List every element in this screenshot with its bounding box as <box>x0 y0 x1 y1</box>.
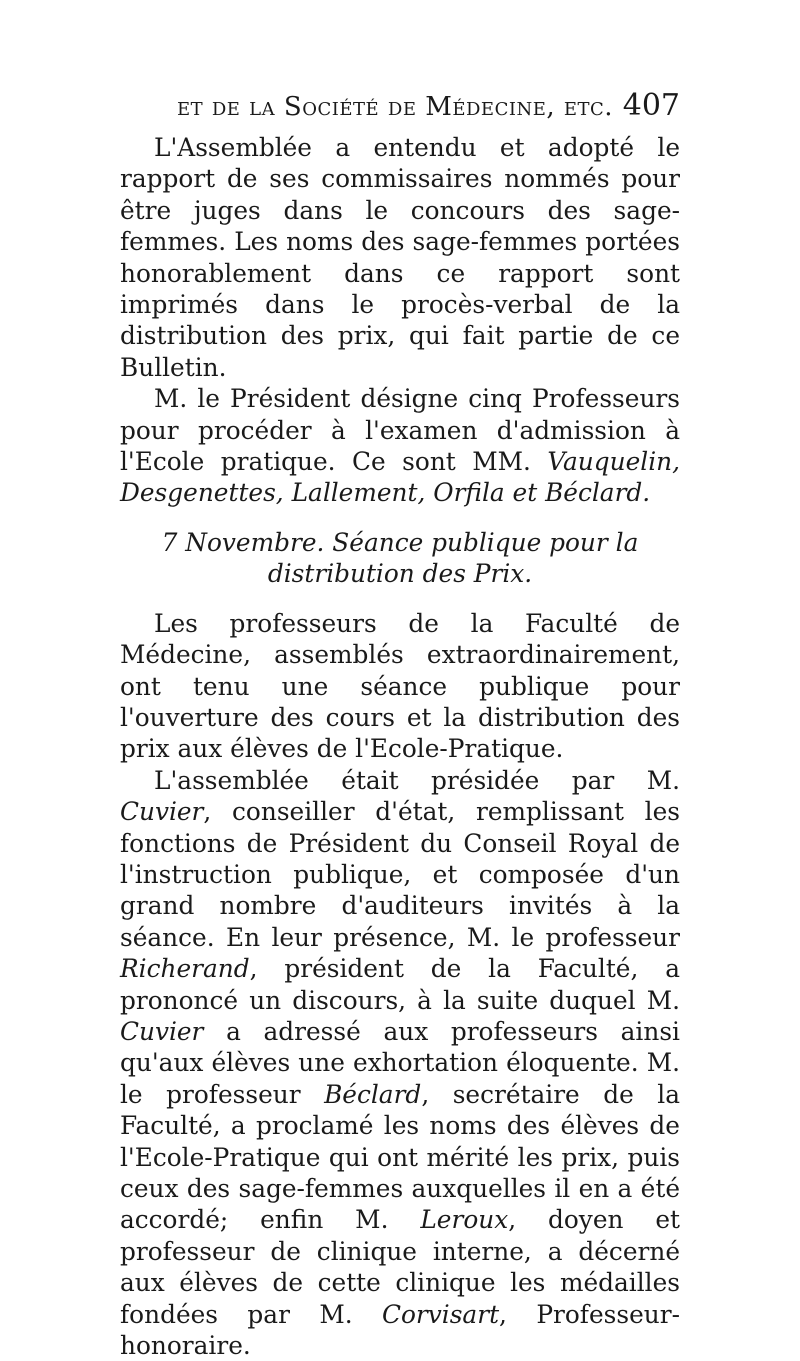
paragraph-text: , Professeur-honoraire. <box>120 1299 680 1361</box>
paragraph-text: L'assemblée était présidée par M. <box>154 765 680 795</box>
professor-names: Vauquelin, Desgenettes, Lallement, Orfila et Béclard. <box>120 447 680 508</box>
paragraph-text: , président de la Faculté, a prononcé un discours, à la suite duquel M. <box>120 954 680 1015</box>
paragraph-public-session: Les professeurs de la Faculté de Médecine, assemblés extraordinairement, ont tenu une séance publique pour l'ouverture des cours et la distribution des prix aux élèves de l'Ecole-Pratique. <box>120 608 680 764</box>
running-title: et de la Société de Médecine, etc. <box>176 92 614 122</box>
person-name: Leroux <box>420 1205 509 1235</box>
person-name: Richerand <box>120 954 250 984</box>
page-number: 407 <box>622 88 680 123</box>
paragraph-text: a adressé aux professeurs ainsi qu'aux élèves une exhortation éloquente. M. le professeur <box>120 1016 680 1109</box>
paragraph-text: , secrétaire de la Faculté, a proclamé les noms des élèves de l'Ecole-Pratique qui ont mérité les prix, puis ceux des sage-femmes auxquelles il en a été accordé; enfin M. <box>120 1079 680 1235</box>
person-name: Cuvier <box>120 797 204 827</box>
running-head <box>120 88 680 132</box>
person-name: Cuvier <box>120 1016 204 1046</box>
person-name: Béclard <box>324 1079 422 1109</box>
paragraph-president-designates <box>120 383 680 509</box>
paragraph-text: , doyen et professeur de clinique interne, a décerné aux élèves de cette clinique les médailles fondées par M. <box>120 1205 680 1329</box>
page <box>120 88 680 1361</box>
person-name: Corvisart <box>382 1299 500 1329</box>
section-heading: 7 Novembre. Séance publique pour la distribution des Prix. <box>161 527 639 589</box>
paragraph-text: , conseiller d'état, remplissant les fonctions de Président du Conseil Royal de l'instruction publique, et composée d'un grand nombre d'auditeurs invités à la séance. En leur présence, M. le professeur <box>120 797 680 952</box>
paragraph-text: M. le Président désigne cinq Professeurs pour procéder à l'examen d'admission à l'Ecole pratique. Ce sont MM. <box>120 384 680 477</box>
paragraph-assembly-presided <box>120 765 680 1361</box>
paragraph-assembly-report: L'Assemblée a entendu et adopté le rapport de ses commissaires nommés pour être juges dans le concours des sage-femmes. Les noms des sage-femmes portées honorablement dans ce rapport sont imprimés dans le procès-verbal de la distribution des prix, qui fait partie de ce Bulletin. <box>120 133 680 382</box>
